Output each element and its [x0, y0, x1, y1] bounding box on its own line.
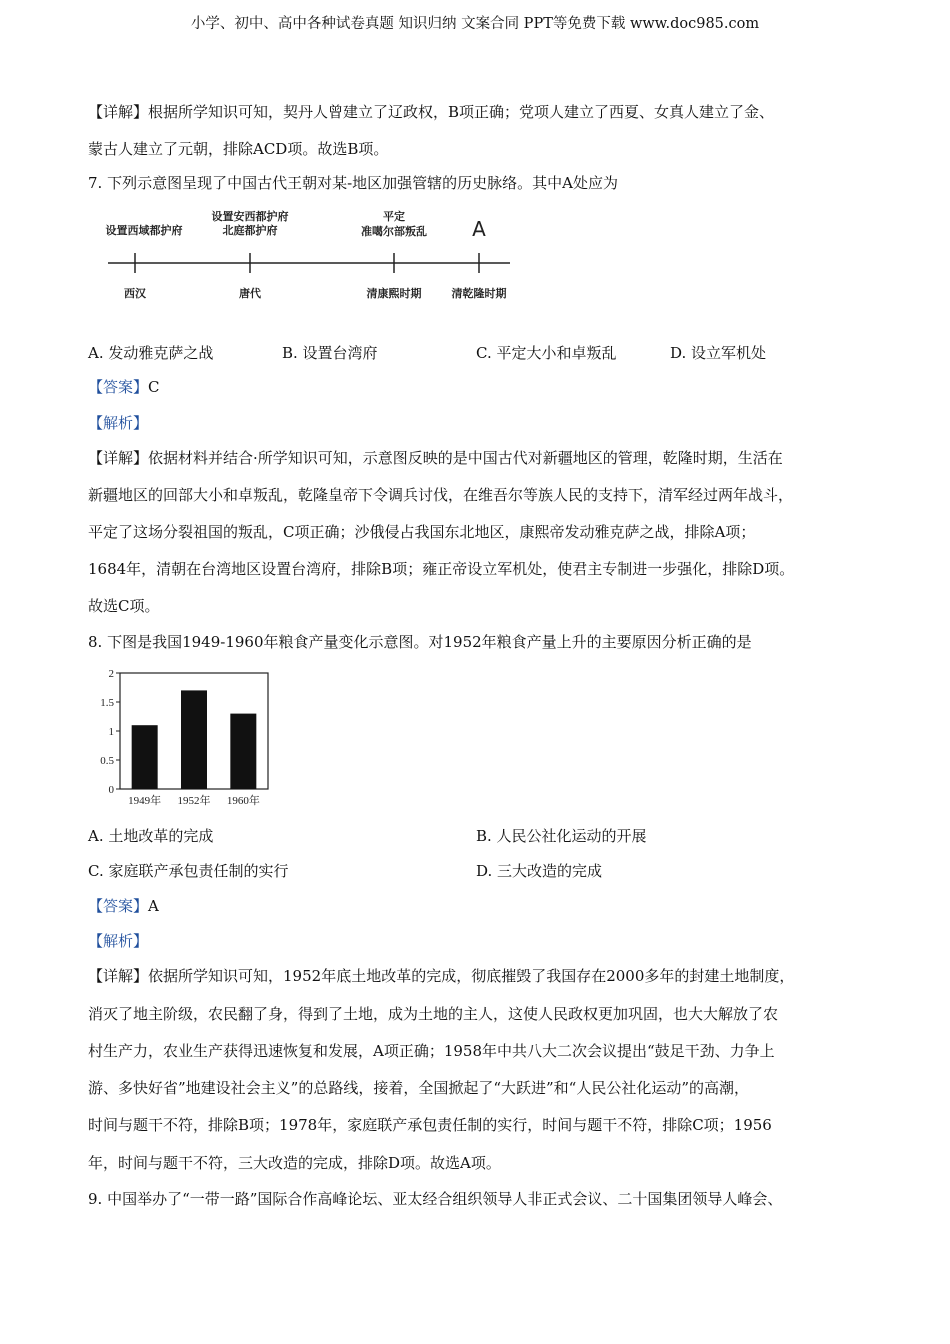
q8-detail-line-4: 游、多快好省”地建设社会主义”的总路线，接着，全国掀起了“大跃进”和“人民公社化运动”的高潮，: [88, 1079, 750, 1097]
q7-detail-line-2: 新疆地区的回部大小和卓叛乱，乾隆皇帝下令调兵讨伐，在维吾尔等族人民的支持下，清军经过两年战斗，: [88, 486, 794, 504]
q7-option-d: D. 设立军机处: [670, 344, 767, 362]
detail-tag: 【详解】: [88, 967, 149, 985]
detail-text: 根据所学知识可知，契丹人曾建立了辽政权，B项正确；党项人建立了西夏、女真人建立了金、: [148, 103, 775, 121]
q7-detail-line-5: 故选C项。: [88, 597, 160, 615]
x-category-label: 1952年: [177, 795, 211, 807]
q7-detail-line-3: 平定了这场分裂祖国的叛乱，C项正确；沙俄侵占我国东北地区，康熙帝发动雅克萨之战，排除A项；: [88, 523, 756, 541]
y-tick-label: 0: [108, 784, 114, 796]
detail-tag: 【详解】: [88, 103, 149, 121]
q9-stem: 9. 中国举办了“一带一路”国际合作高峰论坛、亚太经合组织领导人非正式会议、二十国集团领导人峰会、: [88, 1190, 783, 1208]
y-tick-label: 0.5: [100, 755, 114, 767]
bar: [132, 725, 158, 789]
timeline-bottom-label: 唐代: [239, 287, 261, 300]
q7-option-b: B. 设置台湾府: [282, 344, 378, 362]
answer-tag: 【答案】: [88, 378, 149, 396]
answer-value: C: [148, 378, 160, 396]
q7-timeline-diagram: [90, 205, 520, 310]
q7-option-a: A. 发动雅克萨之战: [88, 344, 214, 362]
q7-answer: [88, 377, 160, 397]
timeline-top-label: 设置西域都护府: [105, 224, 183, 237]
q7-stem: 7. 下列示意图呈现了中国古代王朝对某-地区加强管辖的历史脉络。其中A处应为: [88, 174, 618, 192]
detail-text: 依据所学知识可知，1952年底土地改革的完成，彻底摧毁了我国存在2000多年的封建土地制度，: [148, 967, 795, 985]
timeline-top-label: 北庭都护府: [222, 224, 278, 237]
q8-analysis-tag: 【解析】: [88, 932, 149, 950]
y-tick-label: 2: [108, 668, 114, 680]
q6-detail-line-2: 蒙古人建立了元朝，排除ACD项。故选B项。: [88, 140, 389, 158]
answer-value: A: [148, 897, 159, 915]
timeline-bottom-label: 清乾隆时期: [451, 287, 507, 300]
q8-detail-line-3: 村生产力，农业生产获得迅速恢复和发展，A项正确；1958年中共八大二次会议提出“鼓足干劲、力争上: [88, 1042, 775, 1060]
timeline-top-label: 平定: [383, 210, 405, 223]
q8-detail-line-1: [88, 966, 794, 986]
answer-tag: 【答案】: [88, 897, 149, 915]
q8-option-d: D. 三大改造的完成: [476, 862, 603, 880]
q8-answer: [88, 896, 159, 916]
q8-grain-output-chart: [96, 665, 276, 815]
q8-detail-line-2: 消灭了地主阶级，农民翻了身，得到了土地，成为土地的主人，这使人民政权更加巩固，也大大解放了农: [88, 1005, 779, 1023]
bar: [181, 690, 207, 789]
q7-option-c: C. 平定大小和卓叛乱: [476, 344, 617, 362]
detail-tag: 【详解】: [88, 449, 149, 467]
y-tick-label: 1.5: [100, 697, 114, 709]
timeline-bottom-label: 清康熙时期: [366, 287, 422, 300]
q8-option-a: A. 土地改革的完成: [88, 827, 214, 845]
timeline-top-label: 准噶尔部叛乱: [361, 225, 427, 238]
timeline-top-label: 设置安西都护府: [211, 210, 289, 223]
q7-detail-line-4: 1684年，清朝在台湾地区设置台湾府，排除B项；雍正帝设立军机处，使君主专制进一步强化，排除D项。: [88, 560, 795, 578]
q7-analysis-tag: 【解析】: [88, 414, 149, 432]
timeline-label-a: A: [472, 217, 486, 241]
site-header: 小学、初中、高中各种试卷真题 知识归纳 文案合同 PPT等免费下载 www.doc985.com: [190, 16, 760, 32]
q8-option-c: C. 家庭联产承包责任制的实行: [88, 862, 289, 880]
q6-detail-line-1: [88, 102, 774, 122]
detail-text: 依据材料并结合·所学知识可知，示意图反映的是中国古代对新疆地区的管理，乾隆时期，生活在: [148, 449, 783, 467]
timeline-bottom-label: 西汉: [124, 287, 146, 300]
bar: [230, 714, 256, 789]
q8-stem: 8. 下图是我国1949-1960年粮食产量变化示意图。对1952年粮食产量上升的主要原因分析正确的是: [88, 633, 752, 651]
q7-detail-line-1: [88, 448, 783, 468]
y-tick-label: 1: [108, 726, 114, 738]
x-category-label: 1949年: [128, 795, 162, 807]
x-category-label: 1960年: [226, 795, 260, 807]
q8-option-b: B. 人民公社化运动的开展: [476, 827, 647, 845]
q8-detail-line-5: 时间与题干不符，排除B项；1978年，家庭联产承包责任制的实行，时间与题干不符，排除C项；1956: [88, 1116, 772, 1134]
q8-detail-line-6: 年，时间与题干不符，三大改造的完成，排除D项。故选A项。: [88, 1154, 501, 1172]
